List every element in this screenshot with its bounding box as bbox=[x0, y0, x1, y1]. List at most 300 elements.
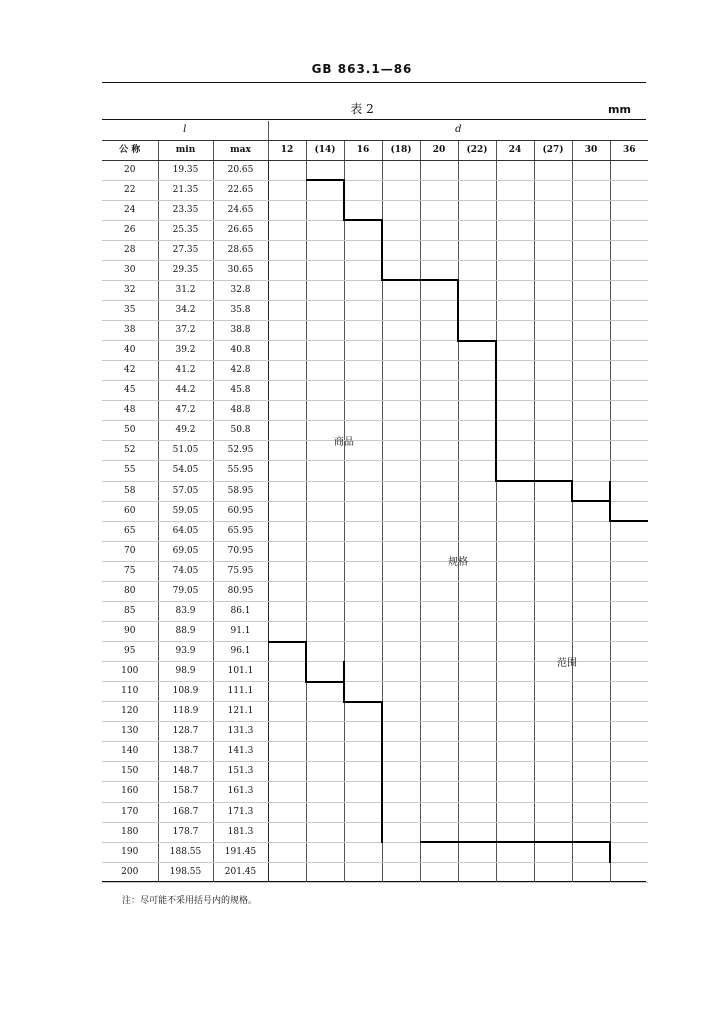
spec-cell bbox=[306, 762, 344, 782]
spec-cell bbox=[572, 481, 610, 501]
spec-cell bbox=[420, 722, 458, 742]
spec-cell bbox=[534, 481, 572, 501]
nominal-length-cell: 55 bbox=[102, 461, 158, 481]
spec-cell bbox=[572, 642, 610, 662]
nominal-length-cell: 24 bbox=[102, 200, 158, 220]
min-length-cell: 178.7 bbox=[158, 822, 213, 842]
spec-cell bbox=[534, 561, 572, 581]
specification-table bbox=[102, 121, 648, 883]
table-row bbox=[102, 862, 648, 882]
spec-cell bbox=[420, 862, 458, 882]
spec-cell bbox=[496, 421, 534, 441]
spec-cell bbox=[572, 260, 610, 280]
spec-cell bbox=[496, 541, 534, 561]
spec-cell bbox=[268, 160, 306, 180]
spec-cell bbox=[382, 822, 420, 842]
spec-cell bbox=[344, 541, 382, 561]
spec-cell bbox=[268, 561, 306, 581]
spec-cell bbox=[344, 842, 382, 862]
spec-cell bbox=[458, 702, 496, 722]
spec-cell bbox=[496, 300, 534, 320]
spec-cell bbox=[496, 401, 534, 421]
spec-cell bbox=[268, 621, 306, 641]
spec-cell bbox=[344, 722, 382, 742]
spec-cell bbox=[382, 802, 420, 822]
spec-cell bbox=[382, 782, 420, 802]
spec-cell bbox=[344, 260, 382, 280]
spec-cell bbox=[534, 822, 572, 842]
spec-cell bbox=[534, 260, 572, 280]
spec-cell bbox=[610, 240, 648, 260]
table-row bbox=[102, 200, 648, 220]
spec-cell bbox=[382, 561, 420, 581]
spec-cell bbox=[306, 461, 344, 481]
table-row bbox=[102, 762, 648, 782]
spec-cell bbox=[458, 160, 496, 180]
spec-cell bbox=[344, 521, 382, 541]
nominal-length-cell: 200 bbox=[102, 862, 158, 882]
spec-cell bbox=[572, 782, 610, 802]
spec-cell bbox=[458, 260, 496, 280]
spec-cell bbox=[420, 421, 458, 441]
spec-cell bbox=[344, 662, 382, 682]
table-row bbox=[102, 160, 648, 180]
spec-cell bbox=[610, 802, 648, 822]
spec-cell bbox=[344, 401, 382, 421]
diameter-col-header: (27) bbox=[534, 140, 572, 160]
table-row bbox=[102, 481, 648, 501]
spec-cell bbox=[496, 280, 534, 300]
spec-cell bbox=[458, 361, 496, 381]
min-length-cell: 93.9 bbox=[158, 642, 213, 662]
spec-cell bbox=[458, 822, 496, 842]
spec-cell bbox=[496, 461, 534, 481]
spec-cell bbox=[610, 682, 648, 702]
max-length-cell: 65.95 bbox=[213, 521, 268, 541]
min-length-cell: 198.55 bbox=[158, 862, 213, 882]
spec-cell bbox=[344, 601, 382, 621]
spec-cell bbox=[382, 541, 420, 561]
table-row bbox=[102, 581, 648, 601]
spec-cell bbox=[420, 822, 458, 842]
spec-cell bbox=[268, 762, 306, 782]
table-row bbox=[102, 441, 648, 461]
spec-cell bbox=[496, 160, 534, 180]
spec-cell bbox=[268, 421, 306, 441]
spec-cell bbox=[610, 561, 648, 581]
spec-cell bbox=[610, 702, 648, 722]
max-length-cell: 80.95 bbox=[213, 581, 268, 601]
spec-cell bbox=[268, 300, 306, 320]
spec-cell bbox=[496, 441, 534, 461]
length-group-header: l bbox=[102, 121, 268, 140]
spec-cell bbox=[496, 682, 534, 702]
spec-cell bbox=[610, 601, 648, 621]
spec-cell bbox=[496, 341, 534, 361]
table-row bbox=[102, 421, 648, 441]
spec-cell bbox=[458, 200, 496, 220]
spec-cell bbox=[382, 862, 420, 882]
spec-cell bbox=[534, 842, 572, 862]
min-length-cell: 188.55 bbox=[158, 842, 213, 862]
table-row bbox=[102, 300, 648, 320]
spec-cell bbox=[382, 722, 420, 742]
spec-cell bbox=[496, 260, 534, 280]
spec-cell bbox=[382, 621, 420, 641]
min-length-cell: 69.05 bbox=[158, 541, 213, 561]
max-length-cell: 35.8 bbox=[213, 300, 268, 320]
max-length-cell: 60.95 bbox=[213, 501, 268, 521]
spec-cell bbox=[458, 521, 496, 541]
spec-cell bbox=[458, 481, 496, 501]
max-length-cell: 24.65 bbox=[213, 200, 268, 220]
spec-cell bbox=[420, 160, 458, 180]
spec-cell bbox=[610, 300, 648, 320]
spec-cell bbox=[458, 802, 496, 822]
max-length-cell: 96.1 bbox=[213, 642, 268, 662]
spec-cell bbox=[496, 722, 534, 742]
spec-cell bbox=[306, 862, 344, 882]
spec-cell bbox=[534, 702, 572, 722]
spec-cell bbox=[534, 160, 572, 180]
spec-cell bbox=[420, 461, 458, 481]
spec-cell bbox=[382, 521, 420, 541]
nominal-length-cell: 120 bbox=[102, 702, 158, 722]
spec-cell bbox=[572, 180, 610, 200]
table-row bbox=[102, 682, 648, 702]
min-length-cell: 39.2 bbox=[158, 341, 213, 361]
spec-cell bbox=[306, 722, 344, 742]
spec-cell bbox=[610, 200, 648, 220]
spec-cell bbox=[496, 361, 534, 381]
spec-cell bbox=[420, 220, 458, 240]
spec-cell bbox=[306, 561, 344, 581]
spec-cell bbox=[496, 762, 534, 782]
spec-cell bbox=[268, 682, 306, 702]
spec-cell bbox=[306, 802, 344, 822]
spec-cell bbox=[496, 742, 534, 762]
nominal-length-cell: 100 bbox=[102, 662, 158, 682]
max-length-cell: 101.1 bbox=[213, 662, 268, 682]
spec-cell bbox=[344, 300, 382, 320]
nominal-length-cell: 60 bbox=[102, 501, 158, 521]
spec-cell bbox=[572, 722, 610, 742]
spec-cell bbox=[268, 240, 306, 260]
min-length-cell: 37.2 bbox=[158, 321, 213, 341]
spec-cell bbox=[458, 321, 496, 341]
spec-cell bbox=[420, 341, 458, 361]
length-col-header: 公 称 bbox=[102, 140, 158, 160]
max-length-cell: 58.95 bbox=[213, 481, 268, 501]
table-row bbox=[102, 401, 648, 421]
spec-cell bbox=[496, 381, 534, 401]
spec-cell bbox=[306, 300, 344, 320]
spec-cell bbox=[268, 782, 306, 802]
table-caption: 表 2 bbox=[350, 102, 374, 116]
spec-cell bbox=[344, 501, 382, 521]
spec-cell bbox=[496, 220, 534, 240]
spec-cell bbox=[496, 782, 534, 802]
max-length-cell: 55.95 bbox=[213, 461, 268, 481]
spec-cell bbox=[534, 541, 572, 561]
spec-cell bbox=[382, 381, 420, 401]
spec-cell bbox=[420, 842, 458, 862]
min-length-cell: 34.2 bbox=[158, 300, 213, 320]
spec-cell bbox=[458, 341, 496, 361]
spec-cell bbox=[572, 862, 610, 882]
spec-cell bbox=[572, 581, 610, 601]
spec-cell bbox=[344, 481, 382, 501]
spec-cell bbox=[534, 321, 572, 341]
spec-cell bbox=[458, 441, 496, 461]
spec-cell bbox=[268, 742, 306, 762]
max-length-cell: 45.8 bbox=[213, 381, 268, 401]
diameter-col-header: 36 bbox=[610, 140, 648, 160]
diameter-col-header: 24 bbox=[496, 140, 534, 160]
spec-cell bbox=[572, 762, 610, 782]
spec-cell bbox=[610, 461, 648, 481]
max-length-cell: 171.3 bbox=[213, 802, 268, 822]
spec-cell bbox=[382, 160, 420, 180]
spec-cell bbox=[534, 341, 572, 361]
min-length-cell: 49.2 bbox=[158, 421, 213, 441]
spec-cell bbox=[382, 702, 420, 722]
spec-cell bbox=[610, 321, 648, 341]
min-length-cell: 41.2 bbox=[158, 361, 213, 381]
spec-cell bbox=[610, 280, 648, 300]
diameter-col-header: 16 bbox=[344, 140, 382, 160]
nominal-length-cell: 20 bbox=[102, 160, 158, 180]
max-length-cell: 32.8 bbox=[213, 280, 268, 300]
table-row bbox=[102, 842, 648, 862]
spec-cell bbox=[534, 581, 572, 601]
spec-cell bbox=[458, 862, 496, 882]
spec-cell bbox=[344, 180, 382, 200]
spec-cell bbox=[268, 521, 306, 541]
spec-cell bbox=[268, 662, 306, 682]
spec-cell bbox=[610, 481, 648, 501]
spec-cell bbox=[306, 481, 344, 501]
spec-cell bbox=[458, 782, 496, 802]
spec-cell bbox=[610, 220, 648, 240]
spec-cell bbox=[534, 441, 572, 461]
table-row bbox=[102, 822, 648, 842]
spec-cell bbox=[306, 822, 344, 842]
spec-cell bbox=[268, 401, 306, 421]
spec-cell bbox=[572, 682, 610, 702]
spec-cell bbox=[496, 642, 534, 662]
spec-cell bbox=[496, 521, 534, 541]
spec-cell bbox=[306, 240, 344, 260]
nominal-length-cell: 26 bbox=[102, 220, 158, 240]
table-row bbox=[102, 361, 648, 381]
max-length-cell: 70.95 bbox=[213, 541, 268, 561]
spec-cell bbox=[496, 702, 534, 722]
max-length-cell: 111.1 bbox=[213, 682, 268, 702]
spec-cell bbox=[534, 300, 572, 320]
spec-cell bbox=[610, 822, 648, 842]
spec-cell bbox=[344, 621, 382, 641]
max-length-cell: 42.8 bbox=[213, 361, 268, 381]
spec-cell bbox=[458, 722, 496, 742]
spec-cell bbox=[306, 521, 344, 541]
max-length-cell: 181.3 bbox=[213, 822, 268, 842]
nominal-length-cell: 22 bbox=[102, 180, 158, 200]
nominal-length-cell: 160 bbox=[102, 782, 158, 802]
spec-cell bbox=[420, 682, 458, 702]
min-length-cell: 29.35 bbox=[158, 260, 213, 280]
spec-cell bbox=[344, 561, 382, 581]
spec-cell bbox=[382, 220, 420, 240]
spec-cell bbox=[534, 621, 572, 641]
spec-cell bbox=[268, 862, 306, 882]
table-row bbox=[102, 521, 648, 541]
spec-cell bbox=[420, 521, 458, 541]
spec-cell bbox=[268, 180, 306, 200]
spec-cell bbox=[496, 180, 534, 200]
spec-cell bbox=[268, 341, 306, 361]
max-length-cell: 50.8 bbox=[213, 421, 268, 441]
table-row bbox=[102, 321, 648, 341]
spec-cell bbox=[534, 381, 572, 401]
spec-cell bbox=[344, 240, 382, 260]
spec-cell bbox=[382, 361, 420, 381]
spec-cell bbox=[420, 742, 458, 762]
spec-cell bbox=[268, 321, 306, 341]
nominal-length-cell: 75 bbox=[102, 561, 158, 581]
spec-cell bbox=[306, 581, 344, 601]
spec-cell bbox=[496, 822, 534, 842]
spec-cell bbox=[610, 381, 648, 401]
min-length-cell: 27.35 bbox=[158, 240, 213, 260]
min-length-cell: 128.7 bbox=[158, 722, 213, 742]
spec-cell bbox=[306, 341, 344, 361]
spec-cell bbox=[382, 321, 420, 341]
diameter-group-header: d bbox=[268, 121, 648, 140]
diameter-col-header: 12 bbox=[268, 140, 306, 160]
spec-cell bbox=[420, 200, 458, 220]
min-length-cell: 88.9 bbox=[158, 621, 213, 641]
spec-cell bbox=[420, 802, 458, 822]
nominal-length-cell: 50 bbox=[102, 421, 158, 441]
max-length-cell: 131.3 bbox=[213, 722, 268, 742]
nominal-length-cell: 32 bbox=[102, 280, 158, 300]
spec-cell bbox=[572, 321, 610, 341]
spec-cell bbox=[496, 581, 534, 601]
spec-cell bbox=[496, 240, 534, 260]
spec-cell bbox=[268, 481, 306, 501]
spec-cell bbox=[268, 461, 306, 481]
spec-cell bbox=[458, 682, 496, 702]
min-length-cell: 148.7 bbox=[158, 762, 213, 782]
spec-cell bbox=[306, 160, 344, 180]
spec-cell bbox=[420, 260, 458, 280]
spec-cell bbox=[344, 682, 382, 702]
min-length-cell: 158.7 bbox=[158, 782, 213, 802]
min-length-cell: 51.05 bbox=[158, 441, 213, 461]
min-length-cell: 47.2 bbox=[158, 401, 213, 421]
table-row bbox=[102, 461, 648, 481]
max-length-cell: 30.65 bbox=[213, 260, 268, 280]
min-length-cell: 25.35 bbox=[158, 220, 213, 240]
spec-cell bbox=[572, 361, 610, 381]
spec-cell bbox=[572, 521, 610, 541]
spec-cell bbox=[458, 642, 496, 662]
nominal-length-cell: 65 bbox=[102, 521, 158, 541]
length-col-header: min bbox=[158, 140, 213, 160]
spec-cell bbox=[268, 501, 306, 521]
spec-cell bbox=[458, 461, 496, 481]
spec-cell bbox=[382, 642, 420, 662]
nominal-length-cell: 190 bbox=[102, 842, 158, 862]
spec-cell bbox=[572, 822, 610, 842]
spec-cell bbox=[458, 280, 496, 300]
spec-cell bbox=[268, 702, 306, 722]
spec-cell bbox=[306, 260, 344, 280]
spec-cell bbox=[534, 762, 572, 782]
nominal-length-cell: 58 bbox=[102, 481, 158, 501]
table-row bbox=[102, 601, 648, 621]
spec-cell bbox=[458, 581, 496, 601]
spec-cell bbox=[420, 300, 458, 320]
spec-cell bbox=[458, 662, 496, 682]
nominal-length-cell: 110 bbox=[102, 682, 158, 702]
table-row bbox=[102, 501, 648, 521]
spec-cell bbox=[534, 280, 572, 300]
spec-cell bbox=[534, 521, 572, 541]
spec-cell bbox=[382, 461, 420, 481]
spec-cell bbox=[534, 421, 572, 441]
spec-cell bbox=[382, 601, 420, 621]
spec-cell bbox=[458, 842, 496, 862]
spec-cell bbox=[572, 461, 610, 481]
min-length-cell: 98.9 bbox=[158, 662, 213, 682]
spec-cell bbox=[572, 381, 610, 401]
nominal-length-cell: 35 bbox=[102, 300, 158, 320]
spec-cell bbox=[382, 682, 420, 702]
table-row bbox=[102, 782, 648, 802]
spec-cell bbox=[306, 200, 344, 220]
spec-cell bbox=[534, 180, 572, 200]
spec-cell bbox=[268, 642, 306, 662]
table-row bbox=[102, 802, 648, 822]
nominal-length-cell: 28 bbox=[102, 240, 158, 260]
min-length-cell: 118.9 bbox=[158, 702, 213, 722]
spec-cell bbox=[610, 762, 648, 782]
spec-cell bbox=[382, 421, 420, 441]
spec-cell bbox=[610, 621, 648, 641]
spec-cell bbox=[420, 501, 458, 521]
min-length-cell: 54.05 bbox=[158, 461, 213, 481]
spec-cell bbox=[610, 642, 648, 662]
spec-cell bbox=[610, 521, 648, 541]
spec-cell bbox=[382, 441, 420, 461]
spec-cell bbox=[534, 220, 572, 240]
table-row bbox=[102, 180, 648, 200]
spec-cell bbox=[268, 541, 306, 561]
min-length-cell: 31.2 bbox=[158, 280, 213, 300]
spec-cell bbox=[572, 401, 610, 421]
spec-cell bbox=[610, 180, 648, 200]
spec-cell bbox=[306, 361, 344, 381]
spec-cell bbox=[610, 842, 648, 862]
spec-cell bbox=[572, 802, 610, 822]
nominal-length-cell: 45 bbox=[102, 381, 158, 401]
spec-cell bbox=[344, 782, 382, 802]
spec-cell bbox=[268, 381, 306, 401]
table-unit: mm bbox=[608, 103, 631, 116]
spec-cell bbox=[496, 200, 534, 220]
